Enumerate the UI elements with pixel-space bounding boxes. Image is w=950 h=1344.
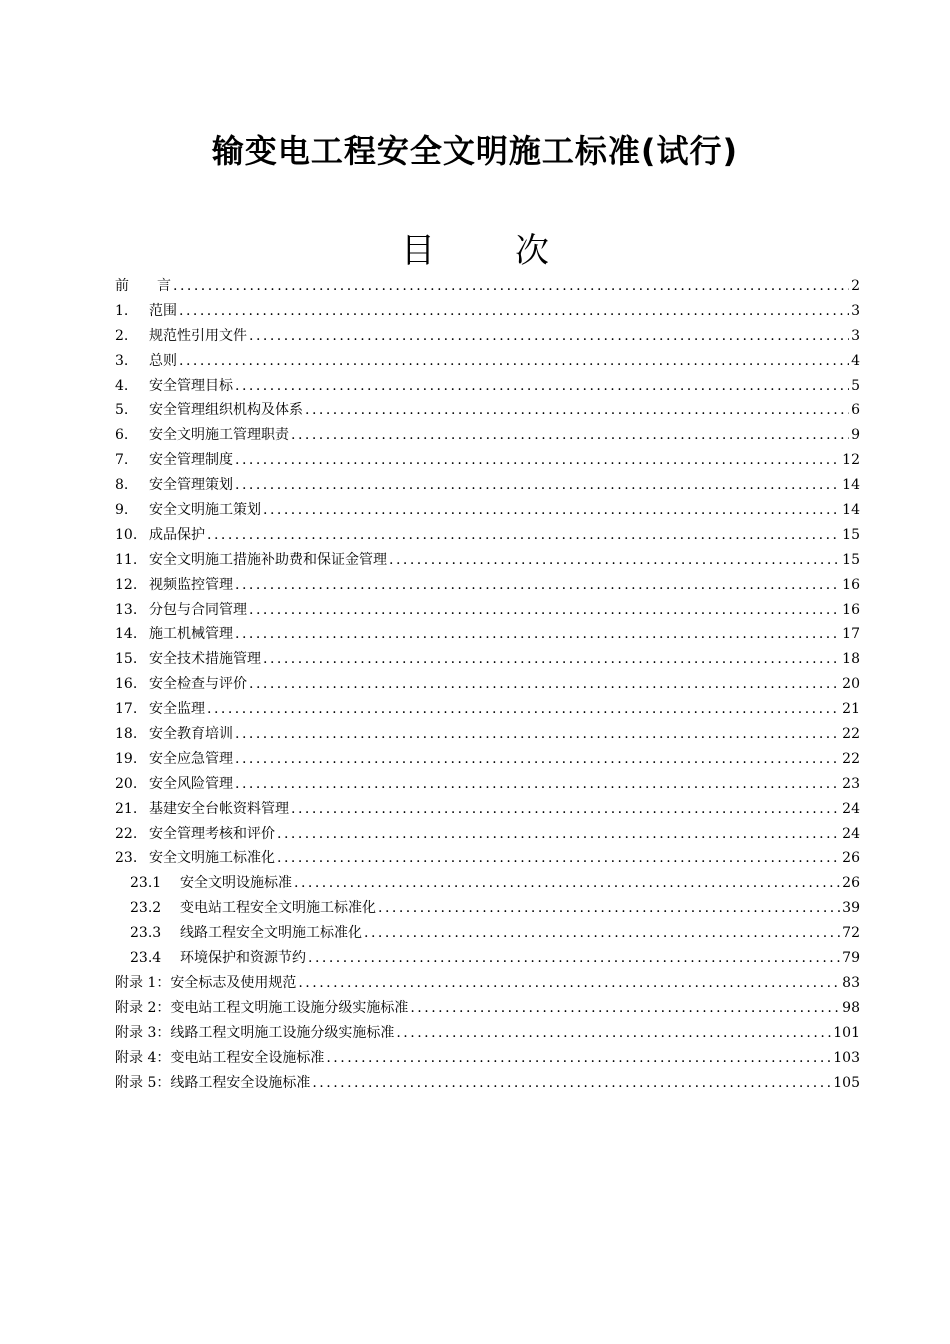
toc-entry[interactable] xyxy=(115,772,860,797)
toc-entry[interactable] xyxy=(115,498,860,523)
toc-entry-number: 13. xyxy=(115,601,138,618)
toc-entry-page: 16 xyxy=(842,576,860,593)
toc-entry-title: 附录 3：线路工程文明施工设施分级实施标准 xyxy=(115,1024,395,1041)
toc-entry-title: 分包与合同管理 xyxy=(149,601,247,618)
toc-entry-title: 变电站工程安全文明施工标准化 xyxy=(180,900,376,917)
toc-entry-number: 23.3 xyxy=(130,925,162,942)
toc-entry-number: 12. xyxy=(115,576,138,593)
toc-entry-page: 83 xyxy=(842,974,860,991)
toc-dot-leader xyxy=(308,946,840,971)
toc-entry[interactable] xyxy=(115,1046,860,1071)
toc-entry-number: 5. xyxy=(115,402,129,419)
toc-entry-title: 安全管理策划 xyxy=(149,477,233,494)
toc-entry-page: 15 xyxy=(842,551,860,568)
toc-entry-page: 23 xyxy=(842,775,860,792)
toc-entry-page: 12 xyxy=(842,452,860,469)
toc-dot-leader xyxy=(263,498,840,523)
toc-entry[interactable] xyxy=(115,871,860,896)
toc-entry[interactable] xyxy=(115,647,860,672)
toc-entry-title: 安全文明施工标准化 xyxy=(149,850,275,867)
toc-entry[interactable] xyxy=(115,448,860,473)
toc-dot-leader xyxy=(235,722,840,747)
toc-dot-leader xyxy=(277,846,840,871)
toc-entry-title: 安全文明施工管理职责 xyxy=(149,427,289,444)
toc-dot-leader xyxy=(312,1071,831,1096)
toc-entry-number: 2. xyxy=(115,327,129,344)
toc-entry-number: 23.1 xyxy=(130,875,162,892)
toc-entry-number: 1. xyxy=(115,302,129,319)
toc-dot-leader xyxy=(235,573,840,598)
toc-entry-title: 安全监理 xyxy=(149,701,205,718)
toc-dot-leader xyxy=(235,374,849,399)
toc-dot-leader xyxy=(389,548,840,573)
toc-entry[interactable] xyxy=(115,398,860,423)
toc-entry[interactable] xyxy=(115,672,860,697)
toc-entry-page: 103 xyxy=(833,1049,860,1066)
toc-entry[interactable] xyxy=(115,747,860,772)
toc-entry[interactable] xyxy=(115,722,860,747)
toc-dot-leader xyxy=(396,1021,831,1046)
toc-entry-title: 环境保护和资源节约 xyxy=(180,950,306,967)
toc-entry[interactable] xyxy=(115,274,860,299)
toc-entry-page: 21 xyxy=(842,701,860,718)
toc-entry-page: 3 xyxy=(851,327,860,344)
toc-dot-leader xyxy=(298,971,840,996)
toc-entry-title: 前 言 xyxy=(115,278,171,294)
toc-dot-leader xyxy=(235,747,840,772)
toc-entry[interactable] xyxy=(115,896,860,921)
toc-entry[interactable] xyxy=(115,523,860,548)
toc-entry[interactable] xyxy=(115,548,860,573)
toc-entry-page: 2 xyxy=(851,278,860,294)
toc-dot-leader xyxy=(235,622,840,647)
toc-entry[interactable] xyxy=(115,622,860,647)
toc-entry-title: 总则 xyxy=(149,352,177,369)
toc-entry-title: 附录 4：变电站工程安全设施标准 xyxy=(115,1049,325,1066)
toc-dot-leader xyxy=(235,448,840,473)
toc-dot-leader xyxy=(249,672,840,697)
toc-heading-char-1: 目 xyxy=(401,231,435,271)
toc-entry[interactable] xyxy=(115,996,860,1021)
toc-entry[interactable] xyxy=(115,1021,860,1046)
toc-entry[interactable] xyxy=(115,349,860,374)
toc-entry-number: 17. xyxy=(115,701,138,718)
toc-entry-title: 范围 xyxy=(149,302,177,319)
toc-entry-number: 23.2 xyxy=(130,900,162,917)
toc-entry-title: 附录 1：安全标志及使用规范 xyxy=(115,974,297,991)
toc-entry-number: 21. xyxy=(115,800,138,817)
toc-entry[interactable] xyxy=(115,473,860,498)
toc-entry-title: 安全应急管理 xyxy=(149,750,233,767)
toc-entry-page: 20 xyxy=(842,676,860,693)
toc-entry[interactable] xyxy=(115,598,860,623)
toc-entry-title: 视频监控管理 xyxy=(149,576,233,593)
toc-entry-page: 14 xyxy=(842,502,860,519)
toc-dot-leader xyxy=(207,697,840,722)
toc-entry-page: 26 xyxy=(842,875,860,892)
toc-entry-number: 11. xyxy=(115,551,138,568)
toc-dot-leader xyxy=(291,423,849,448)
toc-dot-leader xyxy=(364,921,840,946)
table-of-contents xyxy=(115,274,860,1095)
toc-entry-number: 6. xyxy=(115,427,129,444)
toc-dot-leader xyxy=(291,797,840,822)
toc-entry-number: 19. xyxy=(115,750,138,767)
toc-dot-leader xyxy=(179,349,849,374)
toc-dot-leader xyxy=(277,822,840,847)
toc-entry-title: 安全管理制度 xyxy=(149,452,233,469)
toc-entry-page: 15 xyxy=(842,526,860,543)
toc-entry-number: 15. xyxy=(115,651,138,668)
toc-entry-title: 安全管理组织机构及体系 xyxy=(149,402,303,419)
toc-entry-title: 施工机械管理 xyxy=(149,626,233,643)
toc-dot-leader xyxy=(249,598,840,623)
toc-entry-page: 5 xyxy=(851,377,860,394)
toc-entry-number: 4. xyxy=(115,377,129,394)
toc-dot-leader xyxy=(326,1046,831,1071)
toc-entry-number: 22. xyxy=(115,825,138,842)
toc-entry[interactable] xyxy=(115,324,860,349)
toc-entry-number: 10. xyxy=(115,526,138,543)
toc-entry[interactable] xyxy=(115,1071,860,1096)
toc-entry-number: 23. xyxy=(115,850,138,867)
toc-heading xyxy=(0,226,950,276)
toc-entry-title: 安全风险管理 xyxy=(149,775,233,792)
toc-entry-page: 17 xyxy=(842,626,860,643)
toc-entry-page: 24 xyxy=(842,800,860,817)
toc-dot-leader xyxy=(305,398,849,423)
toc-entry-page: 79 xyxy=(842,950,860,967)
toc-entry-title: 安全文明设施标准 xyxy=(180,875,292,892)
toc-entry-page: 4 xyxy=(851,352,860,369)
toc-entry[interactable] xyxy=(115,573,860,598)
toc-entry-page: 24 xyxy=(842,825,860,842)
toc-entry[interactable] xyxy=(115,697,860,722)
toc-entry-title: 安全管理考核和评价 xyxy=(149,825,275,842)
toc-entry[interactable] xyxy=(115,299,860,324)
toc-entry[interactable] xyxy=(115,423,860,448)
toc-entry-title: 线路工程安全文明施工标准化 xyxy=(180,925,362,942)
toc-entry-number: 9. xyxy=(115,502,129,519)
toc-dot-leader xyxy=(249,324,849,349)
toc-entry-page: 72 xyxy=(842,925,860,942)
toc-dot-leader xyxy=(294,871,840,896)
toc-entry[interactable] xyxy=(115,846,860,871)
toc-entry[interactable] xyxy=(115,946,860,971)
toc-entry-number: 8. xyxy=(115,477,129,494)
toc-entry-number: 14. xyxy=(115,626,138,643)
toc-entry-page: 22 xyxy=(842,750,860,767)
toc-entry-title: 安全检查与评价 xyxy=(149,676,247,693)
document-title: 输变电工程安全文明施工标准(试行) xyxy=(211,132,739,170)
toc-entry-title: 成品保护 xyxy=(149,526,205,543)
toc-entry-title: 附录 5：线路工程安全设施标准 xyxy=(115,1074,311,1091)
toc-dot-leader xyxy=(207,523,840,548)
toc-entry-title: 安全文明施工措施补助费和保证金管理 xyxy=(149,551,387,568)
toc-entry-title: 安全文明施工策划 xyxy=(149,502,261,519)
toc-entry-page: 6 xyxy=(851,402,860,419)
toc-heading-char-2: 次 xyxy=(515,231,549,271)
toc-dot-leader xyxy=(235,473,840,498)
toc-entry-page: 22 xyxy=(842,726,860,743)
toc-entry-number: 7. xyxy=(115,452,129,469)
toc-entry-title: 安全管理目标 xyxy=(149,377,233,394)
toc-dot-leader xyxy=(410,996,840,1021)
toc-entry-page: 101 xyxy=(833,1024,860,1041)
toc-entry[interactable] xyxy=(115,797,860,822)
toc-entry-page: 105 xyxy=(833,1074,860,1091)
toc-entry-number: 20. xyxy=(115,775,138,792)
toc-entry-page: 9 xyxy=(851,427,860,444)
toc-entry-number: 3. xyxy=(115,352,129,369)
toc-entry-page: 16 xyxy=(842,601,860,618)
toc-entry[interactable] xyxy=(115,921,860,946)
toc-entry-title: 附录 2：变电站工程文明施工设施分级实施标准 xyxy=(115,999,409,1016)
toc-entry-number: 18. xyxy=(115,726,138,743)
toc-dot-leader xyxy=(263,647,840,672)
toc-entry-title: 安全技术措施管理 xyxy=(149,651,261,668)
toc-dot-leader xyxy=(173,274,849,299)
toc-entry-title: 基建安全台帐资料管理 xyxy=(149,800,289,817)
toc-dot-leader xyxy=(378,896,840,921)
toc-entry-page: 26 xyxy=(842,850,860,867)
toc-entry-title: 规范性引用文件 xyxy=(149,327,247,344)
toc-entry-number: 23.4 xyxy=(130,950,162,967)
toc-entry-number: 16. xyxy=(115,676,138,693)
toc-entry-title: 安全教育培训 xyxy=(149,726,233,743)
toc-dot-leader xyxy=(179,299,849,324)
toc-entry-page: 39 xyxy=(842,900,860,917)
toc-entry-page: 98 xyxy=(842,999,860,1016)
toc-entry-page: 3 xyxy=(851,302,860,319)
toc-entry[interactable] xyxy=(115,822,860,847)
toc-entry-page: 18 xyxy=(842,651,860,668)
toc-entry[interactable] xyxy=(115,971,860,996)
toc-entry-page: 14 xyxy=(842,477,860,494)
toc-dot-leader xyxy=(235,772,840,797)
toc-entry[interactable] xyxy=(115,374,860,399)
